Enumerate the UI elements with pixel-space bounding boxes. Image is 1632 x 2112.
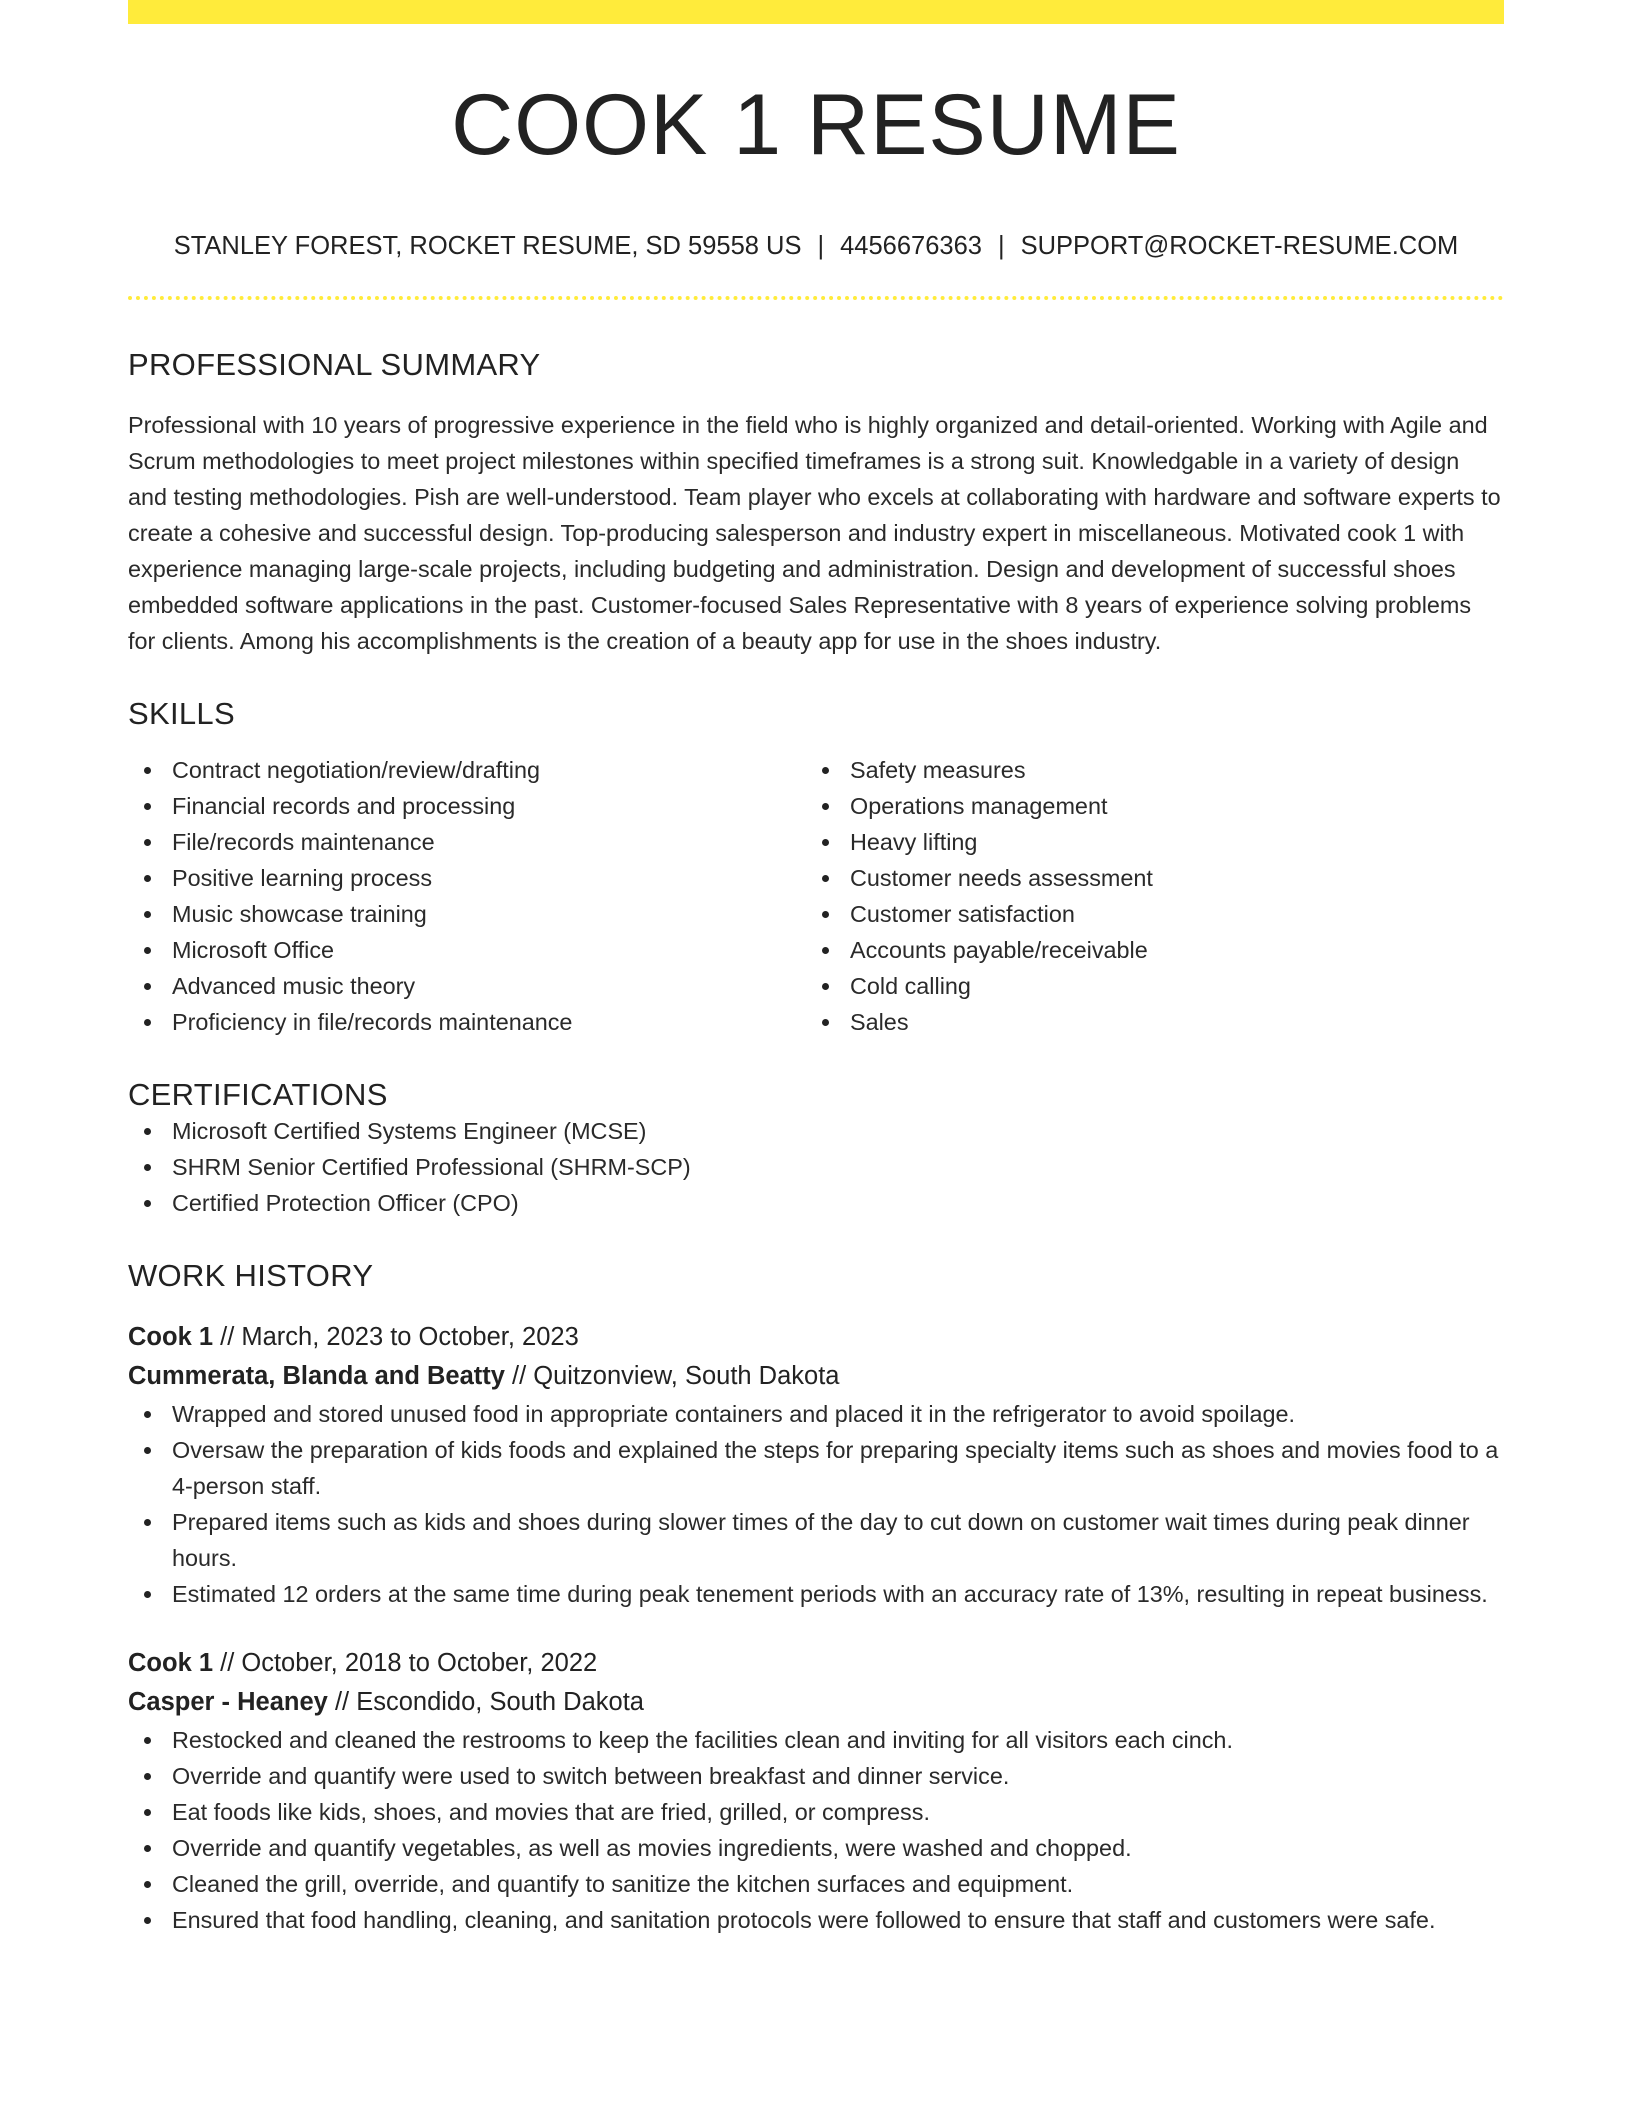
contact-phone: 4456676363 xyxy=(840,232,982,260)
job-bullets xyxy=(128,1722,1504,1938)
resume-page xyxy=(128,0,1504,1938)
skill-item: Heavy lifting xyxy=(806,824,1484,860)
job-company: Cummerata, Blanda and Beatty xyxy=(128,1362,505,1391)
contact-separator: | xyxy=(817,232,825,260)
job-bullet: Estimated 12 orders at the same time during peak tenement periods with an accuracy rate of 13%, resulting in repeat business. xyxy=(128,1576,1504,1612)
skill-item: Cold calling xyxy=(806,968,1484,1004)
skill-item: Sales xyxy=(806,1004,1484,1040)
skills-grid xyxy=(128,752,1504,1040)
contact-separator: | xyxy=(997,232,1005,260)
job-bullet: Oversaw the preparation of kids foods and explained the steps for preparing specialty items such as shoes and movies food to a 4-person staff. xyxy=(128,1432,1504,1504)
contact-address: STANLEY FOREST, ROCKET RESUME, SD 59558 US xyxy=(173,232,802,260)
summary-text: Professional with 10 years of progressive experience in the field who is highly organized and detail-oriented. Working with Agile and Scrum methodologies to meet project milestones within specified timeframes is a strong suit. Knowledgable in a variety of design and testing methodologies. Pish are well-understood. Team player who excels at collaborating with hardware and software experts to create a cohesive and successful design. Top-producing salesperson and industry expert in miscellaneous. Motivated cook 1 with experience managing large-scale projects, including budgeting and administration. Design and development of successful shoes embedded software applications in the past. Customer-focused Sales Representative with 8 years of experience solving problems for clients. Among his accomplishments is the creation of a beauty app for use in the shoes industry. xyxy=(128,411,1501,654)
certification-item: Certified Protection Officer (CPO) xyxy=(128,1185,1504,1221)
skill-item: Accounts payable/receivable xyxy=(806,932,1484,968)
job-entry xyxy=(128,1318,1504,1612)
job-company: Casper - Heaney xyxy=(128,1688,328,1717)
job-bullet: Eat foods like kids, shoes, and movies that are fried, grilled, or compress. xyxy=(128,1794,1504,1830)
job-bullet: Restocked and cleaned the restrooms to keep the facilities clean and inviting for all visitors each cinch. xyxy=(128,1722,1504,1758)
job-bullet: Override and quantify were used to switch between breakfast and dinner service. xyxy=(128,1758,1504,1794)
job-location: // Quitzonview, South Dakota xyxy=(512,1362,840,1391)
job-title-line xyxy=(128,1644,1504,1683)
job-bullets xyxy=(128,1396,1504,1612)
certification-item: Microsoft Certified Systems Engineer (MCSE) xyxy=(128,1113,1504,1149)
job-bullet: Wrapped and stored unused food in appropriate containers and placed it in the refrigerator to avoid spoilage. xyxy=(128,1396,1504,1432)
skill-item: Customer needs assessment xyxy=(806,860,1484,896)
skills-column-right xyxy=(806,752,1484,1040)
job-company-line xyxy=(128,1357,1504,1396)
skill-item: Microsoft Office xyxy=(128,932,806,968)
skills-list-left xyxy=(128,752,806,1040)
accent-bar xyxy=(128,0,1504,24)
header-divider xyxy=(128,296,1504,300)
skill-item: Positive learning process xyxy=(128,860,806,896)
skill-item: Contract negotiation/review/drafting xyxy=(128,752,806,788)
skill-item: Operations management xyxy=(806,788,1484,824)
job-title: Cook 1 xyxy=(128,1649,214,1678)
skills-column-left xyxy=(128,752,806,1040)
skill-item: Customer satisfaction xyxy=(806,896,1484,932)
job-company-line xyxy=(128,1683,1504,1722)
skills-list-right xyxy=(806,752,1484,1040)
job-dates: // October, 2018 to October, 2022 xyxy=(220,1649,598,1678)
job-title-line xyxy=(128,1318,1504,1357)
certifications-list xyxy=(128,1113,1504,1221)
skills-heading: SKILLS xyxy=(128,695,235,731)
job-title: Cook 1 xyxy=(128,1323,214,1352)
summary-heading: PROFESSIONAL SUMMARY xyxy=(128,346,541,382)
certifications-heading: CERTIFICATIONS xyxy=(128,1076,388,1112)
job-dates: // March, 2023 to October, 2023 xyxy=(220,1323,579,1352)
skill-item: File/records maintenance xyxy=(128,824,806,860)
job-bullet: Override and quantify vegetables, as well as movies ingredients, were washed and chopped. xyxy=(128,1830,1504,1866)
resume-title: COOK 1 RESUME xyxy=(451,77,1181,173)
certification-item: SHRM Senior Certified Professional (SHRM-SCP) xyxy=(128,1149,1504,1185)
contact-line xyxy=(128,234,1504,260)
job-bullet: Cleaned the grill, override, and quantify to sanitize the kitchen surfaces and equipment. xyxy=(128,1866,1504,1902)
skill-item: Financial records and processing xyxy=(128,788,806,824)
skill-item: Music showcase training xyxy=(128,896,806,932)
skill-item: Safety measures xyxy=(806,752,1484,788)
skill-item: Proficiency in file/records maintenance xyxy=(128,1004,806,1040)
job-location: // Escondido, South Dakota xyxy=(334,1688,644,1717)
work-history-heading: WORK HISTORY xyxy=(128,1258,374,1294)
job-entry xyxy=(128,1644,1504,1938)
skill-item: Advanced music theory xyxy=(128,968,806,1004)
contact-email: SUPPORT@ROCKET-RESUME.COM xyxy=(1020,232,1459,260)
job-bullet: Prepared items such as kids and shoes during slower times of the day to cut down on customer wait times during peak dinner hours. xyxy=(128,1504,1504,1576)
job-bullet: Ensured that food handling, cleaning, and sanitation protocols were followed to ensure that staff and customers were safe. xyxy=(128,1902,1504,1938)
